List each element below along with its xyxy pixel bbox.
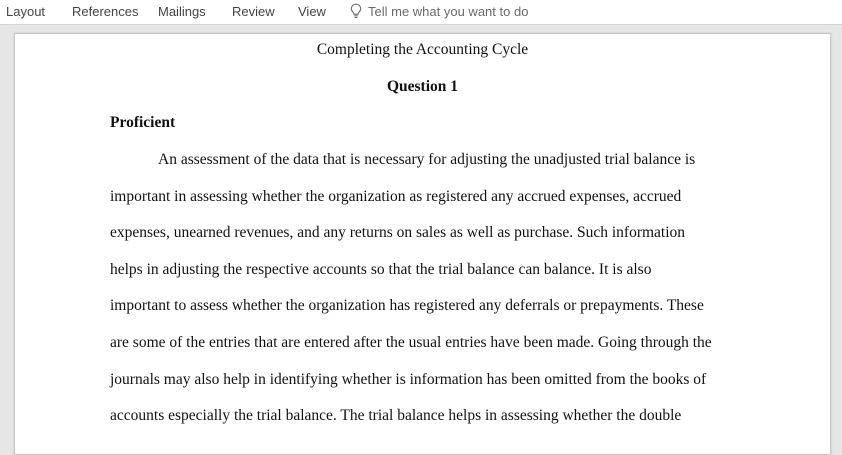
paragraph-line: important to assess whether the organization has registered any deferrals or prepayments. These [110, 297, 704, 314]
paragraph-line: important in assessing whether the organization as registered any accrued expenses, accrued [110, 188, 682, 205]
document-title: Completing the Accounting Cycle [316, 41, 529, 58]
paragraph-line: accounts especially the trial balance. The trial balance helps in assessing whether the double [110, 407, 682, 424]
paragraph-line: helps in adjusting the respective accounts so that the trial balance can balance. It is also [110, 261, 652, 278]
tab-review[interactable]: Review [232, 4, 275, 19]
proficiency-subheading: Proficient [110, 114, 176, 131]
lightbulb-icon [350, 3, 362, 19]
tell-me-search[interactable] [350, 3, 528, 19]
tab-layout[interactable]: Layout [6, 4, 46, 19]
tell-me-placeholder: Tell me what you want to do [368, 3, 529, 19]
question-heading: Question 1 [386, 78, 459, 95]
paragraph-line: are some of the entries that are entered after the usual entries have been made. Going through the [110, 334, 712, 351]
paragraph-line: expenses, unearned revenues, and any returns on sales as well as purchase. Such information [110, 224, 686, 241]
tab-mailings[interactable]: Mailings [158, 4, 206, 19]
tab-view[interactable]: View [298, 4, 326, 19]
document-page[interactable] [14, 33, 831, 455]
tab-references[interactable]: References [72, 4, 139, 19]
paragraph-line: journals may also help in identifying whether is information has been omitted from the books of [110, 371, 707, 388]
ribbon-tab-bar [0, 0, 842, 25]
paragraph-line: An assessment of the data that is necessary for adjusting the unadjusted trial balance is [158, 151, 696, 168]
